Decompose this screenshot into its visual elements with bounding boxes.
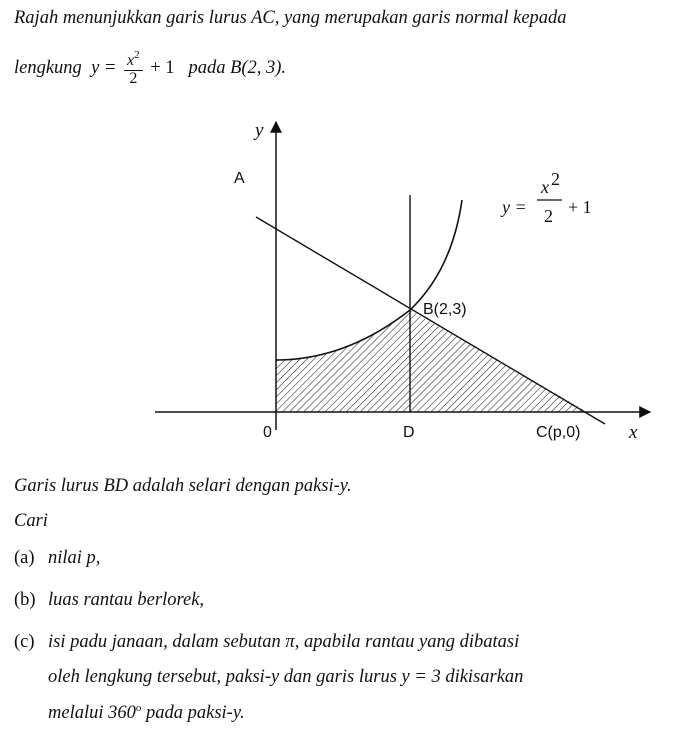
point-d-label: D: [403, 424, 415, 441]
intro-text-1: Rajah menunjukkan garis lurus AC, yang merupakan garis normal kepada: [14, 8, 567, 28]
point-b-label: B(2,3): [423, 301, 467, 318]
curve-label-lhs: y =: [502, 197, 527, 217]
part-b-text: luas rantau berlorek,: [48, 590, 205, 610]
frac-exp: 2: [134, 49, 140, 61]
eq-lhs: y =: [91, 58, 117, 79]
part-c-text-3-prefix: melalui 360: [48, 703, 136, 723]
part-c-line2: [48, 667, 523, 688]
statement-line: [14, 476, 352, 497]
frac-den: 2: [129, 69, 138, 87]
part-a-label: (a): [14, 548, 35, 568]
find-label: Cari: [14, 511, 48, 531]
part-c-text-3-suffix: pada paksi-y.: [146, 703, 245, 723]
curve-frac-den: 2: [544, 206, 553, 226]
part-c-line3: [48, 702, 245, 724]
statement-text: Garis lurus BD adalah selari dengan paksi-y.: [14, 476, 352, 496]
question-intro-line2: [14, 50, 286, 88]
find-line: [14, 511, 48, 532]
frac-num: x: [127, 52, 135, 69]
origin-label: 0: [263, 424, 272, 441]
shaded-region: [276, 310, 588, 412]
equation-fraction: [124, 50, 143, 88]
part-b: [14, 590, 205, 611]
part-c: [14, 632, 520, 653]
question-intro-line1: [14, 8, 567, 29]
part-a-text: nilai p,: [48, 548, 101, 568]
graph-diagram: [0, 100, 700, 450]
y-axis-label: y: [255, 120, 264, 141]
part-b-label: (b): [14, 590, 36, 610]
intro-lengkung: lengkung: [14, 58, 82, 79]
part-c-label: (c): [14, 632, 35, 652]
x-axis-label: x: [629, 422, 638, 443]
intro-pada-b: pada B(2, 3).: [188, 58, 287, 79]
curve-frac-num: x: [541, 177, 549, 197]
part-c-text-2: oleh lengkung tersebut, paksi-y dan garis lurus y = 3 dikisarkan: [48, 667, 524, 687]
curve-frac-exp: 2: [551, 169, 560, 189]
eq-rest: + 1: [150, 58, 175, 79]
degree-symbol: o: [135, 702, 142, 714]
point-a-label: A: [234, 170, 245, 187]
curve-label-rest: + 1: [568, 197, 592, 217]
point-c-label: C(p,0): [536, 424, 581, 441]
part-c-text-1: isi padu janaan, dalam sebutan π, apabila rantau yang dibatasi: [48, 632, 520, 652]
part-a: [14, 548, 101, 569]
